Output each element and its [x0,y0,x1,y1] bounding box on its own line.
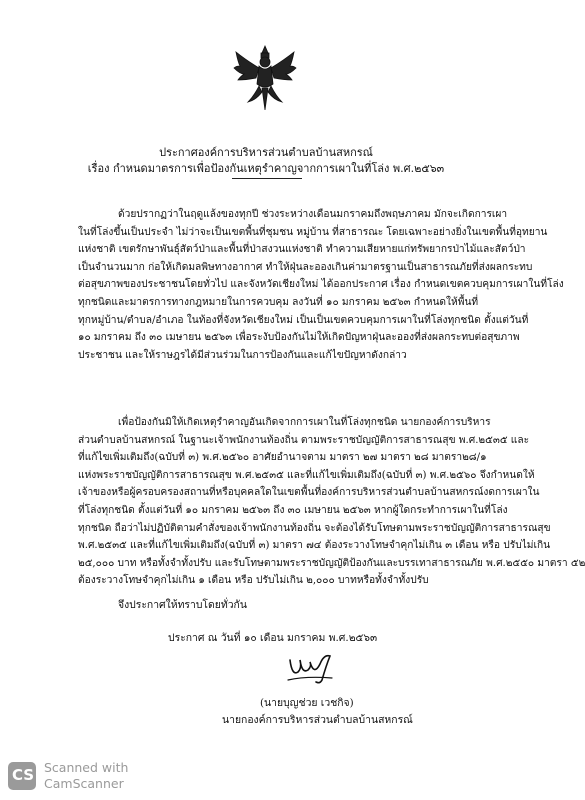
camscanner-logo-icon [8,762,36,790]
signer-name: (นายบุญช่วย เวชกิจ) [260,697,354,709]
announcement-title: ประกาศองค์การบริหารส่วนตำบลบ้านสหกรณ์ [159,146,373,159]
announcement-subject: เรื่อง กำหนดมาตรการเพื่อป้องกันเหตุรำคาญจากการเผาในที่โล่ง พ.ศ.๒๕๖๓ [87,162,445,175]
text-line: ด้วยปรากฏว่าในฤดูแล้งของทุกปี ช่วงระหว่างเดือนมกราคมถึงพฤษภาคม มักจะเกิดการเผา [118,209,508,220]
watermark-line-2: CamScanner [44,776,124,791]
text-line: ต้องระวางโทษจำคุกไม่เกิน ๑ เดือน หรือ ปรับไม่เกิน ๒,๐๐๐ บาทหรือทั้งจำทั้งปรับ [78,575,429,587]
text-line: เป็นจำนวนมาก ก่อให้เกิดมลพิษทางอากาศ ทำให้ฝุ่นละอองเกินค่ามาตรฐานเป็นสาธารณภัยที่ส่งผลกระทบ [78,261,533,273]
text-line: ทุกชนิดและมาตรการทางกฎหมายในการควบคุม ลงวันที่ ๑๐ มกราคม ๒๕๖๓ กำหนดให้พื้นที่ [78,296,479,308]
heading-divider [232,178,302,179]
watermark-line-1: Scanned with [44,760,129,775]
text-line: แห่งชาติ เขตรักษาพันธุ์สัตว์ป่าและพื้นที่ป่าสงวนแห่งชาติ ทำความเสียหายแก่ทรัพยากรป่าไม้และสัตว์ป่า [78,244,526,256]
text-line: ส่วนตำบลบ้านสหกรณ์ ในฐานะเจ้าพนักงานท้องถิ่น ตามพระราชบัญญัติการสาธารณสุข พ.ศ.๒๕๓๕ และ [78,434,530,446]
text-line: แห่งพระราชบัญญัติการสาธารณสุข พ.ศ.๒๕๓๕ และที่แก้ไขเพิ่มเติมถึง(ฉบับที่ ๓) พ.ศ.๒๕๖๐ จึงกำหนดให้ [78,469,535,481]
paragraph-measures [78,414,585,590]
closing-statement: จึงประกาศให้ทราบโดยทั่วกัน [118,599,247,611]
watermark-logo-text: CS [12,766,35,784]
signer-position: นายกองค์การบริหารส่วนตำบลบ้านสหกรณ์ [222,714,413,726]
text-line: ๒๕,๐๐๐ บาท หรือทั้งจำทั้งปรับ และรับโทษตามพระราชบัญญัติป้องกันและบรรเทาสาธารณภัย พ.ศ.๒๕๕๐ มาตรา ๕๒ [78,557,585,569]
paragraph-background [78,206,564,364]
text-line: ทุกชนิด ถือว่าไม่ปฏิบัติตามคำสั่งของเจ้าพนักงานท้องถิ่น จะต้องได้รับโทษตามพระราชบัญญัติการสาธารณสุข [78,522,551,534]
scanner-watermark [8,760,168,794]
text-line: เจ้าของหรือผู้ครอบครองสถานที่หรือบุคคลใดในเขตพื้นที่องค์การบริหารส่วนตำบลบ้านสหกรณ์งดการเผาใน [78,487,540,499]
signature-icon [286,650,338,686]
text-line: ต่อสุขภาพของประชาชนโดยทั่วไป และจังหวัดเชียงใหม่ ได้ออกประกาศ เรื่อง กำหนดเขตควบคุมการเผาในที่โล่ง [78,279,564,291]
text-line: เพื่อป้องกันมิให้เกิดเหตุรำคาญอันเกิดจากการเผาในที่โล่งทุกชนิด นายกองค์การบริหาร [118,417,491,428]
announcement-date: ประกาศ ณ วันที่ ๑๐ เดือน มกราคม พ.ศ.๒๕๖๓ [168,632,378,644]
text-line: ในที่โล่งขึ้นเป็นประจำ ไม่ว่าจะเป็นเขตพื้นที่ชุมชน หมู่บ้าน ที่สาธารณะ โดยเฉพาะอย่างยิ่งในเขตพื้นที่อุทยาน [78,226,548,238]
text-line: ทุกหมู่บ้าน/ตำบล/อำเภอ ในท้องที่จังหวัดเชียงใหม่ เป็นเป็นเขตควบคุมการเผาในที่โล่งทุกชนิด ตั้งแต่วันที่ [78,314,529,326]
watermark-text [44,760,128,792]
text-line: ที่แก้ไขเพิ่มเติมถึง(ฉบับที่ ๓) พ.ศ.๒๕๖๐ อาศัยอำนาจตาม มาตรา ๒๗ มาตรา ๒๘ มาตรา๒๘/๑ [78,452,487,464]
text-line: ที่โล่งทุกชนิด ตั้งแต่วันที่ ๑๐ มกราคม ๒๕๖๓ ถึง ๓๐ เมษายน ๒๕๖๓ หากผู้ใดกระทำการเผาในที่โล่ง [78,504,508,516]
garuda-emblem-icon [232,44,298,112]
text-line: พ.ศ.๒๕๓๕ และที่แก้ไขเพิ่มเติมถึง(ฉบับที่ ๓) มาตรา ๗๔ ต้องระวางโทษจำคุกไม่เกิน ๓ เดือน หรือ ปรับไม่เกิน [78,540,551,552]
text-line: ๑๐ มกราคม ถึง ๓๐ เมษายน ๒๕๖๓ เพื่อระงับป้องกันไม่ให้เกิดปัญหาฝุ่นละอองที่ส่งผลกระทบต่อสุขภาพ [78,332,520,344]
text-line: ประชาชน และให้ราษฎรได้มีส่วนร่วมในการป้องกันและแก้ไขปัญหาดังกล่าว [78,349,407,361]
